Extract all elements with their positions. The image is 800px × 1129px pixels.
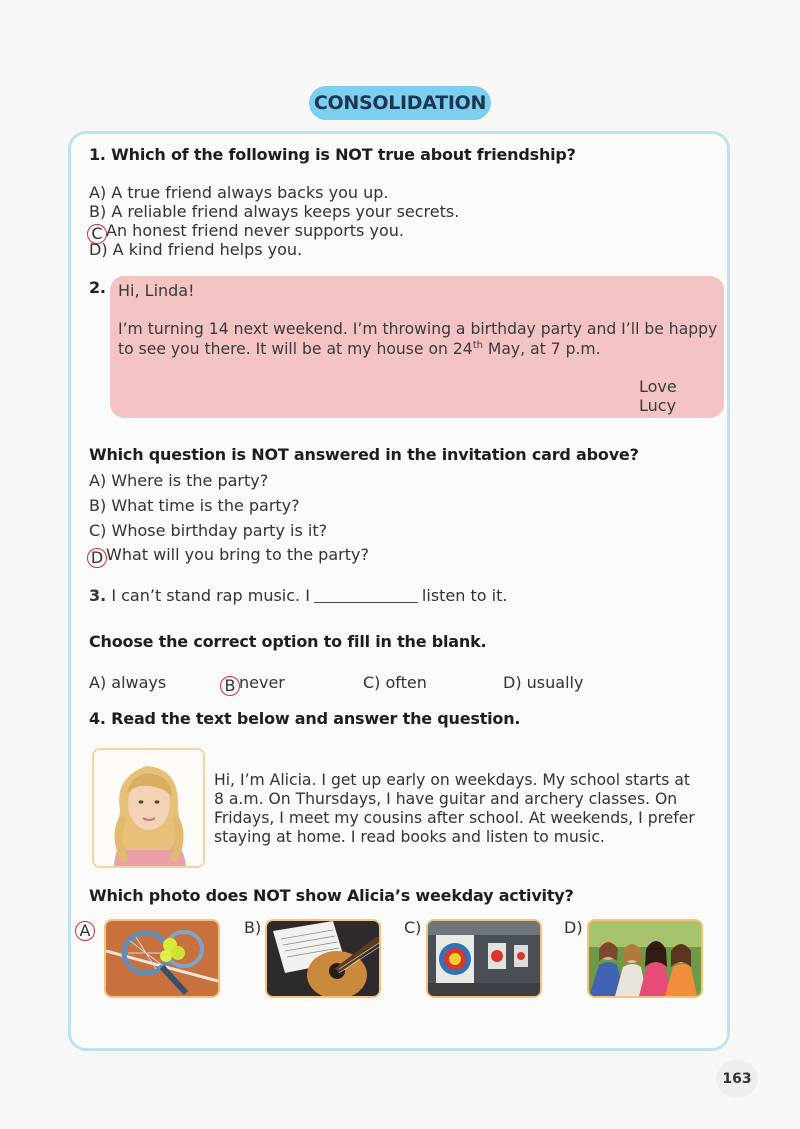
q3-option-b[interactable] xyxy=(222,673,285,696)
q2-option-b[interactable] xyxy=(89,496,300,515)
option-text: always xyxy=(111,673,167,692)
section-title: CONSOLIDATION xyxy=(309,86,491,120)
q2-number: 2. xyxy=(89,278,106,297)
page-number: 163 xyxy=(716,1060,758,1098)
option-text: Where is the party? xyxy=(111,471,269,490)
photo-option-a[interactable] xyxy=(104,919,220,998)
q1-option-d[interactable] xyxy=(89,240,302,259)
option-text: An honest friend never supports you. xyxy=(106,221,404,240)
answer-circle: C xyxy=(87,224,107,244)
card-body-line2 xyxy=(118,340,601,358)
q4-text-line-3: Fridays, I meet my cousins after school. At weekends, I prefer xyxy=(214,809,695,827)
option-letter: C) xyxy=(89,521,107,540)
q3-sentence-start: I can’t stand rap music. I xyxy=(111,586,310,605)
photo-label-b[interactable]: B) xyxy=(244,918,262,937)
option-text: Whose birthday party is it? xyxy=(111,521,328,540)
q4-heading: 4. Read the text below and answer the question. xyxy=(89,709,521,728)
q1-question: 1. Which of the following is NOT true about friendship? xyxy=(89,145,576,164)
q3-sentence xyxy=(89,586,507,605)
friends-group-image xyxy=(589,921,701,996)
answer-circle: B xyxy=(220,676,240,696)
option-letter: D) xyxy=(89,240,108,259)
q3-instruction: Choose the correct option to fill in the blank. xyxy=(89,632,487,651)
option-text: usually xyxy=(526,673,584,692)
option-text: often xyxy=(385,673,427,692)
q2-option-c[interactable] xyxy=(89,521,327,540)
q3-number: 3. xyxy=(89,586,107,605)
card-body-text: May, at 7 p.m. xyxy=(482,340,601,359)
option-text: A kind friend helps you. xyxy=(112,240,303,259)
photo-label-d[interactable]: D) xyxy=(564,918,583,937)
alicia-photo xyxy=(92,748,205,868)
card-body-sup: th xyxy=(472,340,483,351)
card-greeting: Hi, Linda! xyxy=(118,281,195,300)
girl-portrait-image xyxy=(94,750,203,866)
option-text: never xyxy=(239,673,285,692)
photo-label-a[interactable] xyxy=(77,918,94,941)
photo-label-c[interactable]: C) xyxy=(404,918,422,937)
q3-option-a[interactable] xyxy=(89,673,166,692)
answer-circle: A xyxy=(75,921,95,941)
option-text: What time is the party? xyxy=(111,496,300,515)
tennis-image xyxy=(106,921,218,996)
archery-image xyxy=(428,921,540,996)
option-letter: B) xyxy=(89,496,107,515)
option-letter: A) xyxy=(89,471,107,490)
fill-blank[interactable] xyxy=(314,602,418,603)
q4-text-line-2: 8 a.m. On Thursdays, I have guitar and archery classes. On xyxy=(214,790,678,808)
option-letter: A) xyxy=(89,183,107,202)
photo-option-d[interactable] xyxy=(587,919,703,998)
q4-question: Which photo does NOT show Alicia’s weekday activity? xyxy=(89,886,574,905)
photo-option-c[interactable] xyxy=(426,919,542,998)
option-letter: C) xyxy=(363,673,381,692)
photo-option-b[interactable] xyxy=(265,919,381,998)
answer-circle: D xyxy=(87,548,107,568)
card-sign-love: Love xyxy=(639,377,677,396)
q2-option-a[interactable] xyxy=(89,471,268,490)
card-sign-name: Lucy xyxy=(639,396,677,415)
option-letter: A) xyxy=(89,673,107,692)
invitation-card xyxy=(110,276,724,418)
q4-text-line-1: Hi, I’m Alicia. I get up early on weekdays. My school starts at xyxy=(214,771,691,789)
guitar-image xyxy=(267,921,379,996)
option-text: What will you bring to the party? xyxy=(106,545,369,564)
q1-option-a[interactable] xyxy=(89,183,388,202)
option-text: A true friend always backs you up. xyxy=(111,183,389,202)
option-text: A reliable friend always keeps your secrets. xyxy=(111,202,460,221)
card-body-line1: I’m turning 14 next weekend. I’m throwing a birthday party and I’ll be happy xyxy=(118,320,718,338)
card-body-text: to see you there. It will be at my house on 24 xyxy=(118,340,473,359)
q3-option-d[interactable] xyxy=(503,673,583,692)
q4-text-line-4: staying at home. I read books and listen to music. xyxy=(214,828,605,846)
option-letter: D) xyxy=(503,673,522,692)
q1-option-b[interactable] xyxy=(89,202,459,221)
q2-option-d[interactable] xyxy=(89,545,369,568)
q2-question: Which question is NOT answered in the invitation card above? xyxy=(89,445,639,464)
option-letter: B) xyxy=(89,202,107,221)
q3-option-c[interactable] xyxy=(363,673,427,692)
q3-sentence-end: listen to it. xyxy=(421,586,508,605)
